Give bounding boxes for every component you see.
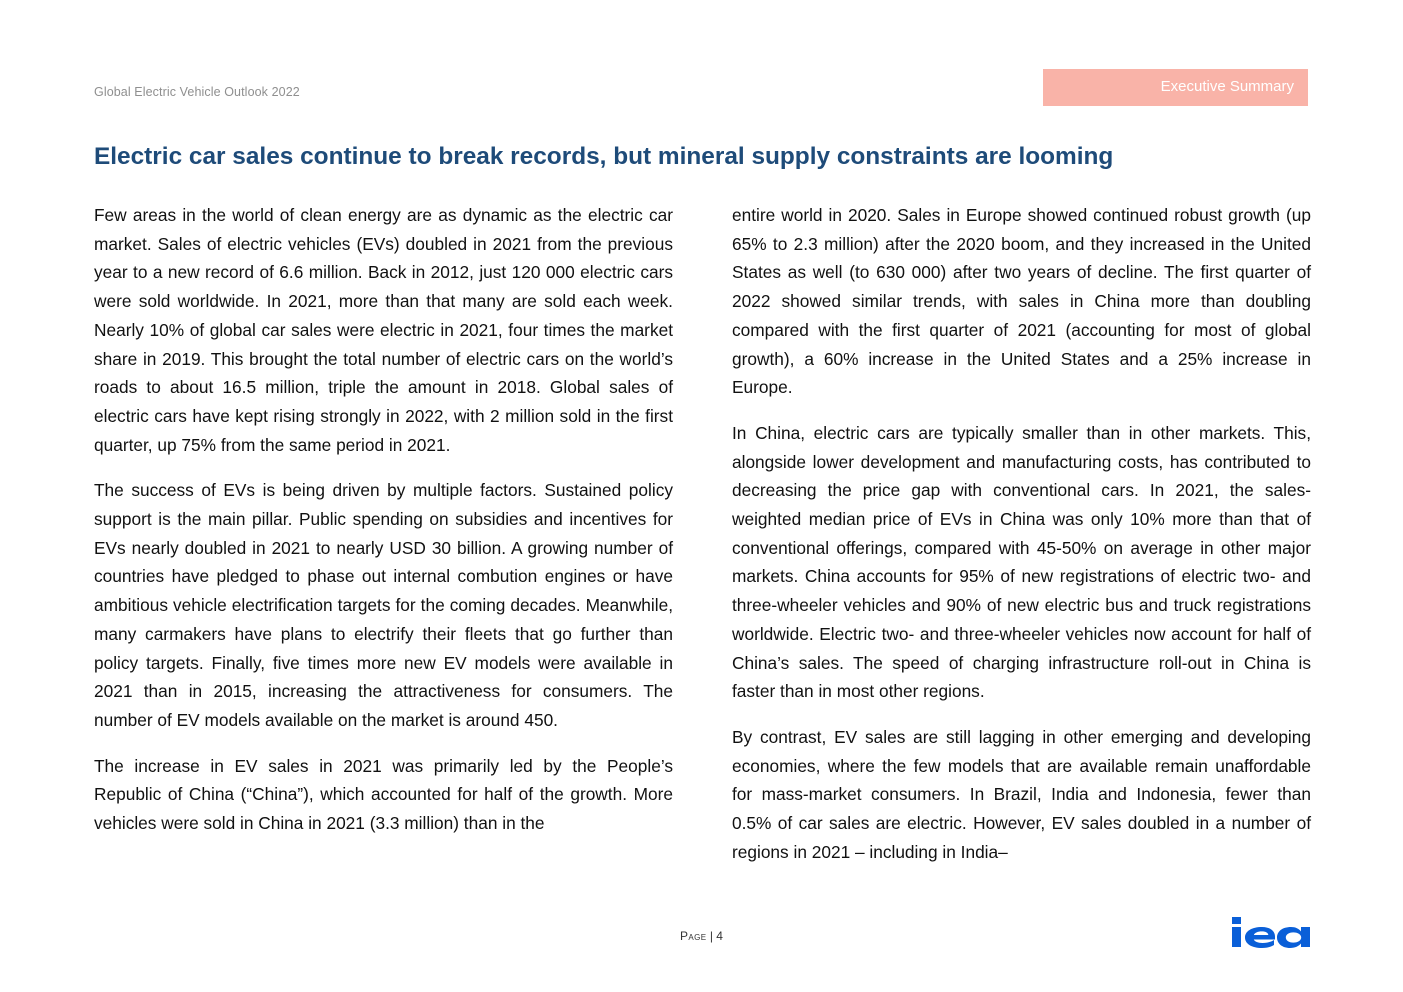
iea-logo-icon [1232, 914, 1310, 950]
left-column [94, 201, 673, 855]
page-title: Electric car sales continue to break records, but mineral supply constraints are looming [94, 143, 1114, 170]
paragraph-europe-us-sales: entire world in 2020. Sales in Europe showed continued robust growth (up 65% to 2.3 million) after the 2020 boom, and they increased in the United States as well (to 630 000) after two years of decline. The first quarter of 2022 showed similar trends, with sales in China more than doubling compared with the first quarter of 2021 (accounting for most of global growth), a 60% increase in the United States and a 25% increase in Europe. [732, 205, 1311, 398]
section-tab-executive-summary: Executive Summary [1043, 69, 1308, 106]
paragraph-china-led-increase: The increase in EV sales in 2021 was primarily led by the People’s Republic of China (“China”), which accounted for half of the growth. More vehicles were sold in China in 2021 (3.3 million) than in the [94, 755, 673, 834]
paragraph-china-prices: In China, electric cars are typically smaller than in other markets. This, alongside lower development and manufacturing costs, has contributed to decreasing the price gap with conventional cars. In 2021, the sales-weighted median price of EVs in China was only 10% more than that of conventional offerings, compared with 45-50% on average in other major markets. China accounts for 95% of new registrations of electric two- and three-wheeler vehicles and 90% of new electric bus and truck registrations worldwide. Electric two- and three-wheeler vehicles now account for half of China’s sales. The speed of charging infrastructure roll-out in China is faster than in most other regions. [732, 422, 1311, 702]
running-header: Global Electric Vehicle Outlook 2022 [94, 85, 300, 99]
right-column [732, 201, 1311, 883]
page-number [0, 929, 1403, 943]
paragraph-ev-market-growth: Few areas in the world of clean energy are as dynamic as the electric car market. Sales of electric vehicles (EVs) doubled in 2021 from the previous year to a new record of 6.6 million. Back in 2012, just 120 000 electric cars were sold worldwide. In 2021, more than that many are sold each week. Nearly 10% of global car sales were electric in 2021, four times the market share in 2019. This brought the total number of electric cars on the world’s roads to about 16.5 million, triple the amount in 2018. Global sales of electric cars have kept rising strongly in 2022, with 2 million sold in the first quarter, up 75% from the same period in 2021. [94, 205, 673, 455]
page-separator: | [706, 929, 717, 943]
page-number-value: 4 [716, 929, 723, 943]
page-word: Page [680, 929, 707, 943]
paragraph-success-factors: The success of EVs is being driven by multiple factors. Sustained policy support is the main pillar. Public spending on subsidies and incentives for EVs nearly doubled in 2021 to nearly USD 30 billion. A growing number of countries have pledged to phase out internal combution engines or have ambitious vehicle electrification targets for the coming decades. Meanwhile, many carmakers have plans to electrify their fleets that go further than policy targets. Finally, five times more new EV models were available in 2021 than in 2015, increasing the attractiveness for consumers. The number of EV models available on the market is around 450. [94, 480, 673, 730]
paragraph-emerging-economies: By contrast, EV sales are still lagging in other emerging and developing economies, where the few models that are available remain unaffordable for mass-market consumers. In Brazil, India and Indonesia, fewer than 0.5% of car sales are electric. However, EV sales doubled in a number of regions in 2021 – including in India– [732, 726, 1311, 862]
